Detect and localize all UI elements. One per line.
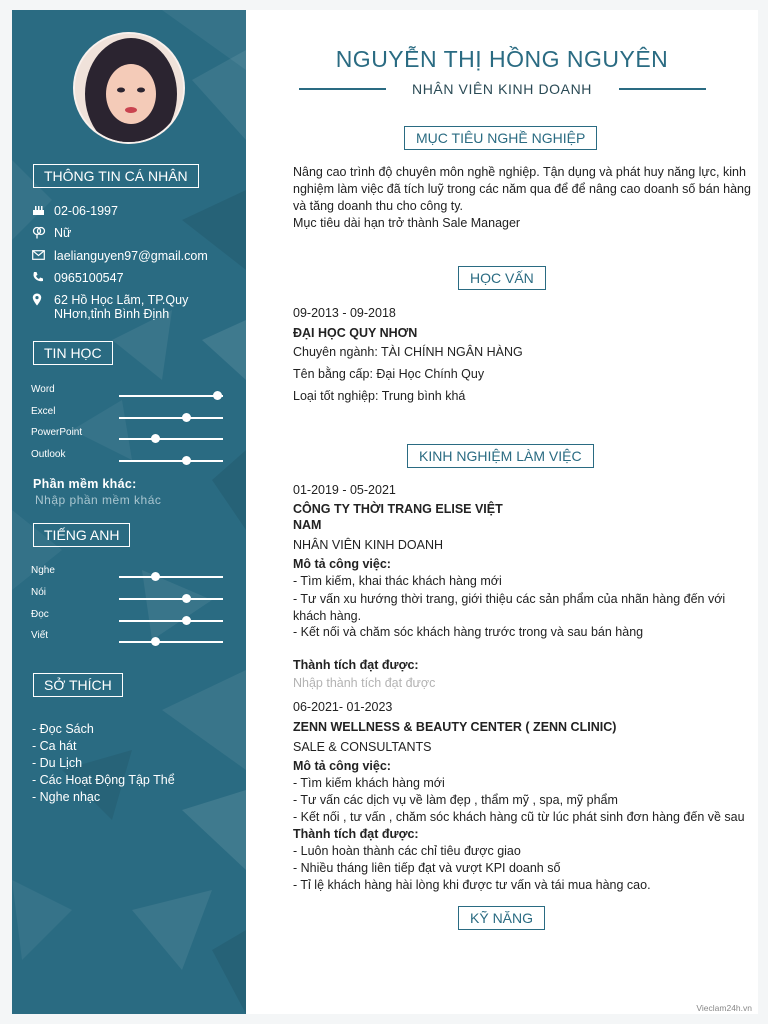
job-desc-item: - Tư vấn các dịch vụ về làm đẹp , thẩm mỹ , spa, mỹ phẩm [293,793,618,807]
triangle-pattern [12,10,246,1014]
slider-knob[interactable] [151,637,160,646]
slider-knob[interactable] [151,572,160,581]
hobby-item: - Du Lịch [32,756,83,770]
achievement-item: - Tỉ lệ khách hàng hài lòng khi được tư vấn và tái mua hàng cao. [293,878,651,892]
skill-label: PowerPoint [31,427,83,438]
email-row [32,249,232,263]
job-period: 06-2021- 01-2023 [293,700,393,714]
full-name: NGUYỄN THỊ HỒNG NGUYÊN [335,46,669,72]
personal-info-title: THÔNG TIN CÁ NHÂN [33,164,199,188]
job-desc-item: - Tìm kiếm, khai thác khách hàng mới [293,574,502,588]
education-title: HỌC VẤN [458,266,546,290]
slider-knob[interactable] [182,413,191,422]
company-name: ZENN WELLNESS & BEAUTY CENTER ( ZENN CLINIC) [293,720,617,734]
achievement-item: - Luôn hoàn thành các chỉ tiêu được giao [293,844,521,858]
slider-track [119,620,223,622]
job-desc-item: - Tư vấn xu hướng thời trang, giới thiệu các sản phẩm của nhãn hàng đến với khách hàng. [293,592,726,623]
achievement-placeholder[interactable]: Nhập thành tích đạt được [293,676,436,690]
avatar [73,32,185,144]
email-value[interactable]: laelianguyen97@gmail.com [54,249,208,263]
mail-icon [32,249,54,263]
experience-title: KINH NGHIỆM LÀM VIỆC [407,444,594,468]
slider-track [119,576,223,578]
english-speaking [31,587,231,603]
gender-icon [32,226,54,242]
education-major: Chuyên ngành: TÀI CHÍNH NGÂN HÀNG [293,345,523,359]
achievement-title: Thành tích đạt được: [293,827,419,841]
english-title: TIẾNG ANH [33,523,130,547]
job-desc-title: Mô tả công việc: [293,557,391,571]
slider-track [119,438,223,440]
hobbies-title: SỞ THÍCH [33,673,123,697]
sidebar [12,10,246,1014]
hobby-item: - Các Hoạt Động Tập Thể [32,773,175,787]
birthday-value: 02-06-1997 [54,204,118,218]
school-name: ĐẠI HỌC QUY NHƠN [293,326,418,340]
objective-title: MỤC TIÊU NGHỀ NGHIỆP [404,126,597,150]
objective-longterm: Mục tiêu dài hạn trở thành Sale Manager [293,216,521,230]
slider-track [119,395,223,397]
slider-track [119,460,223,462]
other-software-placeholder[interactable]: Nhập phần mềm khác [35,493,162,507]
skill-label: Word [31,384,55,395]
job-title: NHÂN VIÊN KINH DOANH [411,81,593,97]
hobbies-list [32,721,175,806]
slider-knob[interactable] [182,456,191,465]
english-writing [31,630,231,646]
slider-knob[interactable] [182,594,191,603]
objective-text: Nâng cao trình độ chuyên môn nghề nghiệp. Tận dụng và phát huy năng lực, kinh nghiệm làm việc đã tích luỹ trong các năm qua để để nâng cao doanh số bán hàng và tăng doanh thu cho công ty. [293,165,751,213]
skill-label: Nói [31,587,47,598]
location-pin-icon [32,293,54,309]
skill-label: Nghe [31,565,55,576]
education-period: 09-2013 - 09-2018 [293,306,396,320]
job-position: SALE & CONSULTANTS [293,740,432,754]
skill-label: Đọc [31,609,49,620]
education-grade: Loại tốt nghiệp: Trung bình khá [293,389,466,403]
watermark: Vieclam24h.vn [696,1003,752,1013]
slider-knob[interactable] [182,616,191,625]
other-software-title: Phần mềm khác: [33,477,137,491]
achievement-title: Thành tích đạt được: [293,658,419,672]
skill-excel [31,406,231,422]
skill-outlook [31,449,231,465]
hobby-item: - Ca hát [32,739,77,753]
skill-powerpoint [31,427,231,443]
english-listening [31,565,231,581]
phone-row [32,271,232,286]
skill-label: Outlook [31,449,66,460]
hobby-item: - Nghe nhạc [32,790,101,804]
education-degree: Tên bằng cấp: Đại Học Chính Quy [293,367,485,381]
job-desc-item: - Kết nối và chăm sóc khách hàng trước trong và sau bán hàng [293,625,644,639]
birthday-row [32,204,232,219]
job-desc-item: - Tìm kiếm khách hàng mới [293,776,445,790]
cake-icon [32,204,54,219]
gender-value: Nữ [54,226,72,240]
skill-label: Viết [31,630,49,641]
skill-word [31,384,231,400]
slider-knob[interactable] [213,391,222,400]
slider-track [119,417,223,419]
hobby-item: - Đọc Sách [32,722,94,736]
skill-label: Excel [31,406,56,417]
phone-icon [32,271,54,286]
job-desc-title: Mô tả công việc: [293,759,391,773]
achievement-item: - Nhiều tháng liên tiếp đạt và vượt KPI doanh số [293,861,561,875]
gender-row [32,226,232,242]
phone-value[interactable]: 0965100547 [54,271,124,285]
slider-knob[interactable] [151,434,160,443]
company-name-cont: NAM [293,518,322,532]
company-name: CÔNG TY THỜI TRANG ELISE VIỆT [293,502,503,516]
address-value: 62 Hồ Học Lãm, TP.Quy NHơn,tỉnh Bình Định [54,293,189,321]
slider-track [119,598,223,600]
job-period: 01-2019 - 05-2021 [293,483,396,497]
skills-title: KỸ NĂNG [458,906,545,930]
address-row [32,293,232,321]
job-position: NHÂN VIÊN KINH DOANH [293,538,444,552]
it-skills-title: TIN HỌC [33,341,113,365]
english-reading [31,609,231,625]
slider-track [119,641,223,643]
job-desc-item: - Kết nối , tư vấn , chăm sóc khách hàng cũ từ lúc phát sinh đơn hàng đến về sau [293,810,745,824]
